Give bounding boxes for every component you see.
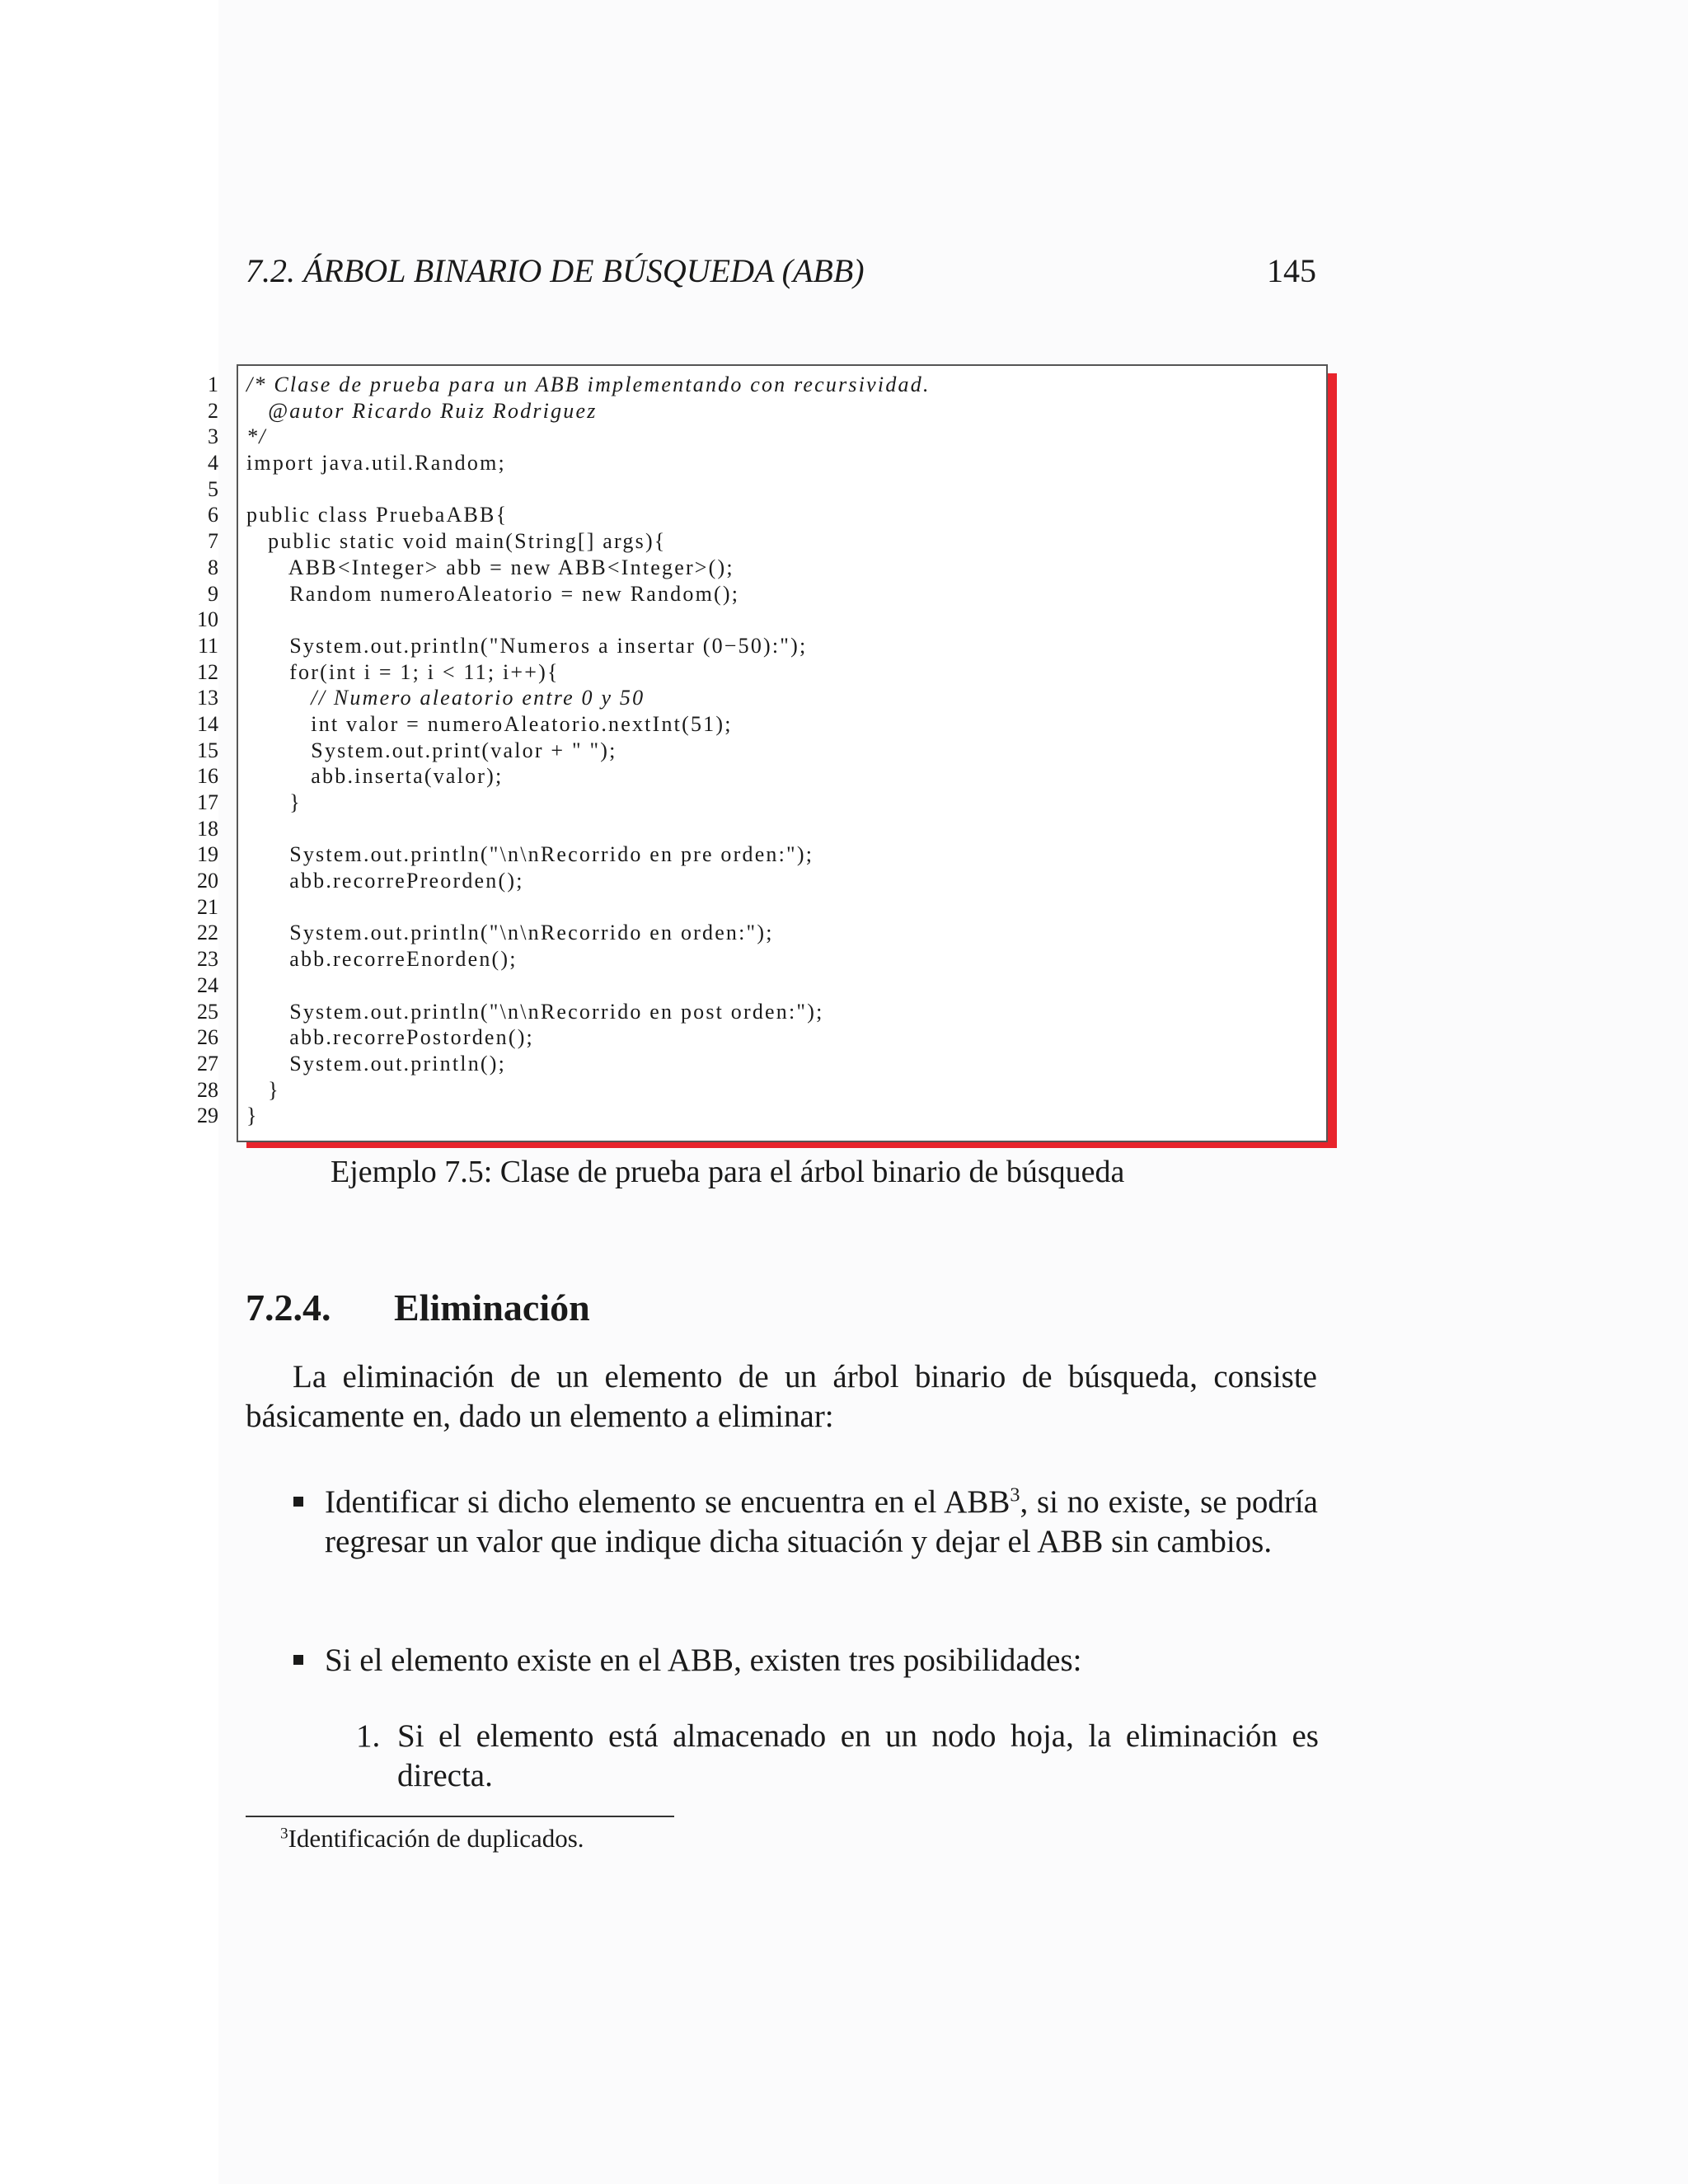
bullet-text: Si el elemento existe en el ABB, existen tres posibilidades: — [325, 1643, 1082, 1678]
code-line-comment: // Numero aleatorio entre 0 y 50 — [246, 686, 645, 710]
line-number: 26 — [197, 1025, 218, 1050]
code-line: } — [246, 790, 302, 814]
line-number: 24 — [197, 972, 218, 997]
code-line — [246, 816, 1310, 842]
code-line: } — [246, 1104, 259, 1128]
footnote-reference: 3 — [1010, 1483, 1020, 1507]
footnote-text: Identificación de duplicados. — [288, 1824, 584, 1853]
code-line: System.out.print(valor + " "); — [246, 738, 617, 762]
line-number: 7 — [208, 529, 218, 554]
line-number: 4 — [208, 451, 218, 476]
enumerated-item — [356, 1717, 1319, 1796]
code-line — [246, 476, 1310, 503]
line-number: 2 — [208, 398, 218, 423]
code-line: import java.util.Random; — [246, 451, 506, 476]
line-number: 11 — [197, 633, 218, 658]
code-line: ABB<Integer> abb = new ABB<Integer>(); — [246, 555, 734, 579]
code-line-numbers — [177, 372, 218, 1129]
bullet-item — [293, 1641, 1318, 1680]
line-number: 29 — [197, 1104, 218, 1128]
code-caption: Ejemplo 7.5: Clase de prueba para el árbol binario de búsqueda — [331, 1155, 1125, 1189]
code-line — [246, 607, 1310, 633]
section-number: 7.2.4. — [246, 1286, 331, 1329]
code-line: for(int i = 1; i < 11; i++){ — [246, 659, 560, 684]
code-line: abb.recorrePreorden(); — [246, 869, 524, 893]
code-line-comment: @autor Ricardo Ruiz Rodriguez — [246, 398, 598, 423]
line-number: 13 — [197, 686, 218, 710]
code-line: public static void main(String[] args){ — [246, 529, 667, 554]
code-line: abb.recorrePostorden(); — [246, 1025, 534, 1050]
body-paragraph: La eliminación de un elemento de un árbol binario de búsqueda, consiste básicamente en, dado un elemento a eliminar: — [246, 1359, 1317, 1434]
running-header-title: 7.2. ÁRBOL BINARIO DE BÚSQUEDA (ABB) — [246, 252, 865, 289]
line-number: 20 — [197, 869, 218, 893]
code-line: System.out.println("\n\nRecorrido en pre orden:"); — [246, 842, 814, 867]
bullet-square-icon — [293, 1497, 303, 1507]
code-line: public class PruebaABB{ — [246, 503, 509, 527]
enumerated-number: 1. — [356, 1718, 381, 1754]
code-line: abb.inserta(valor); — [246, 764, 504, 789]
section-heading — [246, 1286, 590, 1329]
footnote — [280, 1824, 584, 1854]
bullet-square-icon — [293, 1655, 303, 1665]
code-line: Random numeroAleatorio = new Random(); — [246, 581, 740, 606]
line-number: 27 — [197, 1051, 218, 1076]
section-title: Eliminación — [394, 1286, 590, 1329]
code-line: int valor = numeroAleatorio.nextInt(51); — [246, 711, 733, 736]
line-number: 16 — [197, 764, 218, 789]
line-number: 17 — [197, 790, 218, 814]
line-number: 8 — [208, 555, 218, 579]
code-line-comment: */ — [246, 424, 267, 449]
code-lines — [246, 372, 1310, 1129]
line-number: 18 — [197, 816, 218, 841]
code-line: System.out.println(); — [246, 1051, 507, 1076]
bullet-text: Identificar si dicho elemento se encuentra en el ABB$^3$, si no existe, se podría regresar un valor que indique dicha situación y dejar el ABB sin cambios. — [325, 1483, 1318, 1559]
code-line: System.out.println("\n\nRecorrido en orden:"); — [246, 921, 774, 945]
line-number: 5 — [208, 476, 218, 501]
code-line: System.out.println("Numeros a insertar (0−50):"); — [246, 633, 808, 658]
code-line: System.out.println("\n\nRecorrido en post orden:"); — [246, 999, 824, 1024]
line-number: 21 — [197, 894, 218, 919]
line-number: 28 — [197, 1077, 218, 1102]
line-number: 9 — [208, 581, 218, 606]
line-number: 25 — [197, 999, 218, 1024]
code-line: abb.recorreEnorden(); — [246, 947, 518, 972]
line-number: 1 — [208, 373, 218, 396]
line-number: 19 — [197, 842, 218, 867]
line-number: 23 — [197, 947, 218, 972]
line-number: 10 — [197, 607, 218, 632]
footnote-divider — [246, 1816, 674, 1817]
line-number: 14 — [197, 711, 218, 736]
enumerated-text: Si el elemento está almacenado en un nodo hoja, la eliminación es directa. — [397, 1718, 1319, 1793]
code-line: } — [246, 1077, 280, 1102]
line-number: 6 — [208, 503, 218, 527]
code-line-comment: /* Clase de prueba para un ABB implementando con recursividad. — [246, 373, 931, 396]
code-line — [246, 894, 1310, 921]
code-line — [246, 972, 1310, 999]
line-number: 15 — [197, 738, 218, 762]
page-number: 145 — [1267, 252, 1316, 289]
line-number: 22 — [197, 921, 218, 945]
line-number: 3 — [208, 424, 218, 449]
bullet-item — [293, 1483, 1318, 1562]
footnote-marker: 3 — [280, 1825, 288, 1843]
line-number: 12 — [197, 659, 218, 684]
